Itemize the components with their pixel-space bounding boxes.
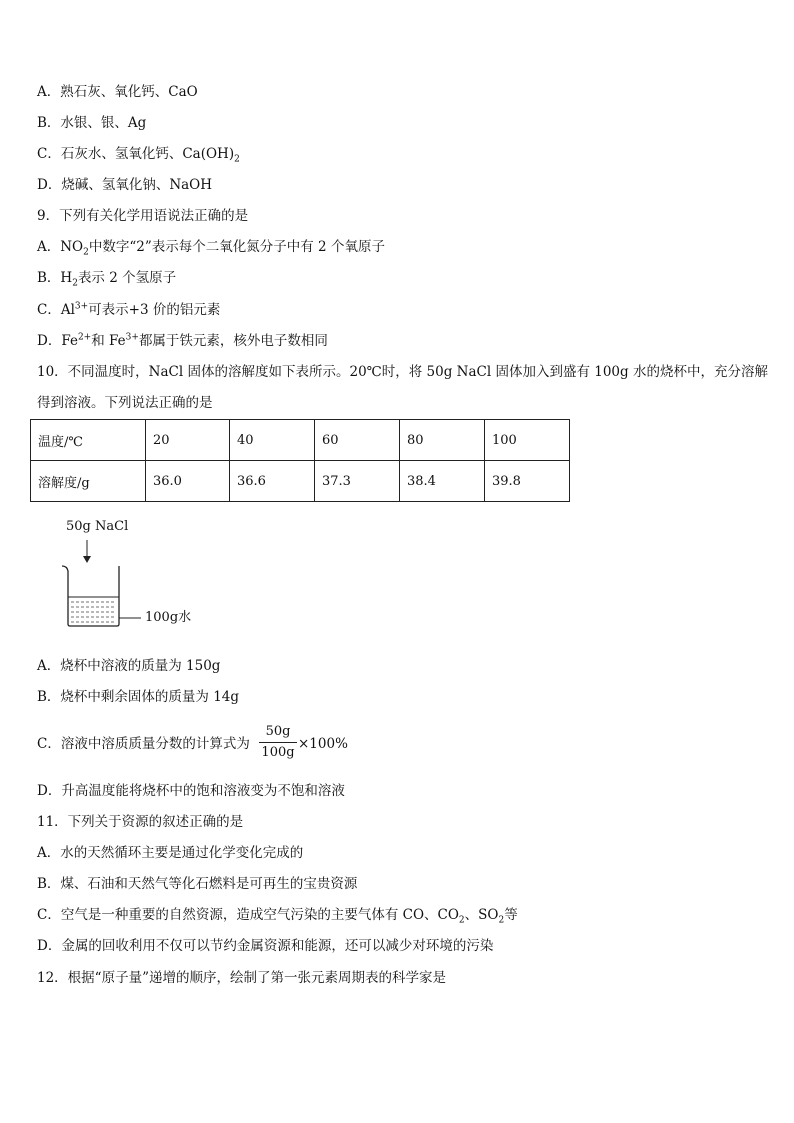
- fraction: [259, 724, 297, 761]
- table-cell: 溶解度/g: [31, 461, 146, 502]
- table-cell: 60: [315, 420, 400, 461]
- q10-stem-line1: 10．不同温度时，NaCl 固体的溶解度如下表所示。20℃时，将 50g NaCl 固体加入到盛有 100g 水的烧杯中，充分溶解: [37, 364, 768, 380]
- fraction-bar: [259, 742, 297, 743]
- q10-stem-line2: 得到溶液。下列说法正确的是: [37, 395, 213, 411]
- figure-salt-label: 50g NaCl: [66, 519, 129, 534]
- q11-option-c: C．空气是一种重要的自然资源，造成空气污染的主要气体有 CO、$CO_2$、$SO_2$等: [37, 907, 518, 926]
- q11-stem: 11．下列关于资源的叙述正确的是: [37, 814, 244, 830]
- figure-water-label: 100g水: [145, 610, 192, 625]
- q9-option-c: C．$Al^{3+}$可表示+3 价的铝元素: [37, 301, 221, 318]
- table-cell: 40: [230, 420, 315, 461]
- fraction-numerator: 50g: [265, 724, 291, 739]
- q8-option-a: A．熟石灰、氧化钙、CaO: [37, 84, 198, 100]
- table-cell: 100: [485, 420, 570, 461]
- table-cell: 80: [400, 420, 485, 461]
- q10-option-c-suffix: ×100%: [298, 736, 348, 752]
- q9-option-a: A．$NO_2$中数字“2”表示每个二氧化氮分子中有 2 个氧原子: [37, 239, 385, 258]
- q9-stem: 9．下列有关化学用语说法正确的是: [37, 208, 249, 224]
- q11-option-d: D．金属的回收利用不仅可以节约金属资源和能源，还可以减少对环境的污染: [37, 938, 494, 954]
- table-row: [31, 461, 570, 502]
- table-cell: 36.6: [230, 461, 315, 502]
- q9-option-d: D．$Fe^{2+}$和 $Fe^{3+}$都属于铁元素，核外电子数相同: [37, 332, 328, 349]
- q11-option-a: A．水的天然循环主要是通过化学变化完成的: [37, 845, 304, 861]
- table-cell: 37.3: [315, 461, 400, 502]
- q10-option-b: B．烧杯中剩余固体的质量为 14g: [37, 689, 240, 705]
- water-hatch: [71, 602, 116, 622]
- table-row: [31, 420, 570, 461]
- beaker-figure: [55, 538, 145, 630]
- beaker-outline: [62, 566, 119, 626]
- q8-option-b: B．水银、银、Ag: [37, 115, 147, 131]
- arrow-head: [83, 556, 91, 563]
- fraction-denominator: 100g: [261, 745, 295, 760]
- q10-option-d: D．升高温度能将烧杯中的饱和溶液变为不饱和溶液: [37, 783, 345, 799]
- q11-option-b: B．煤、石油和天然气等化石燃料是可再生的宝贵资源: [37, 876, 358, 892]
- solubility-table: [30, 419, 570, 502]
- table-cell: 39.8: [485, 461, 570, 502]
- q10-option-c: C．溶液中溶质质量分数的计算式为: [37, 736, 250, 752]
- q10-option-a: A．烧杯中溶液的质量为 150g: [37, 658, 221, 674]
- q8-option-c: C．石灰水、氢氧化钙、$Ca(OH)_2$: [37, 146, 240, 165]
- table-cell: 20: [146, 420, 230, 461]
- table-cell: 温度/℃: [31, 420, 146, 461]
- table-cell: 36.0: [146, 461, 230, 502]
- table-cell: 38.4: [400, 461, 485, 502]
- q8-option-d: D．烧碱、氢氧化钠、NaOH: [37, 177, 213, 193]
- q12-stem: 12．根据“原子量”递增的顺序，绘制了第一张元素周期表的科学家是: [37, 970, 446, 986]
- q9-option-b: B．$H_2$表示 2 个氢原子: [37, 270, 177, 289]
